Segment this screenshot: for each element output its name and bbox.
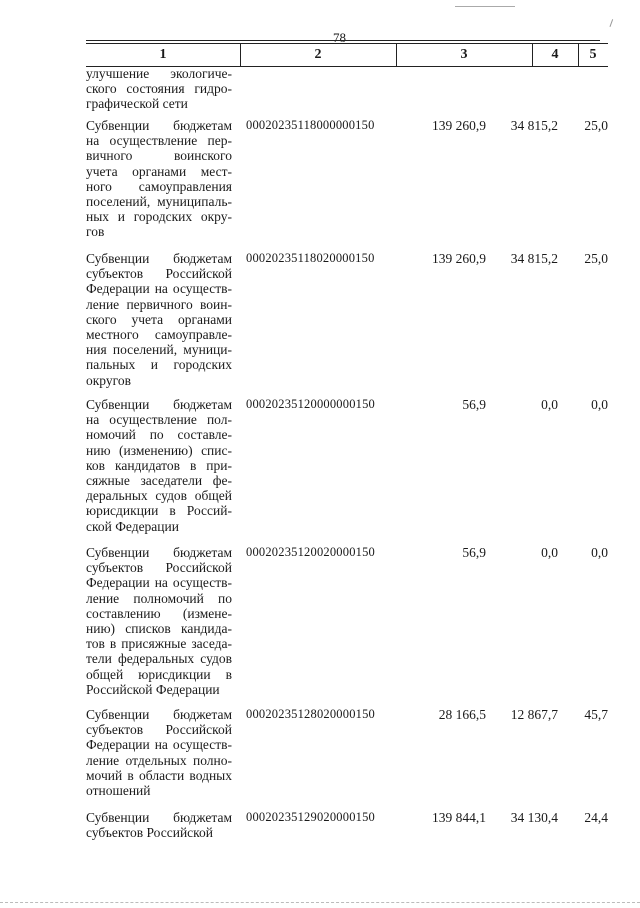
actual-value: 34 130,4 [510,810,558,825]
description-line: юрисдикции в Россий- [86,503,232,519]
percent-value: 24,4 [584,810,608,825]
description-line: графической сети [86,96,188,112]
plan-value: 139 260,9 [432,118,486,133]
budget-code: 00020235120020000150 [246,545,375,559]
description-line: ской Федерации [86,518,179,534]
description-line: пальных и городских [86,357,232,373]
description-line: общей юрисдикции в [86,666,232,682]
description-line: Субвенции бюджетам [86,397,232,412]
description-line: ского учета органами [86,311,232,327]
scan-bottom-edge [0,902,640,903]
description-line: ление первичного воин- [86,296,232,312]
header-col-5: 5 [589,47,597,62]
description-line: нию (изменению) спис- [86,442,232,458]
description-line: ление отдельных полно- [86,752,232,768]
description-line: мочий в области водных [86,767,232,783]
header-col-3: 3 [460,47,468,62]
budget-code: 00020235129020000150 [246,810,375,824]
percent-value: 0,0 [591,545,608,560]
description-line: Федерации на осуществ- [86,281,232,297]
description-line: Субвенции бюджетам [86,118,232,133]
description-line: округов [86,372,131,388]
row-description [86,545,232,697]
description-line: нию) списков кандида- [86,621,232,637]
description-line: сяжные заседатели фе- [86,473,232,489]
description-line: Субвенции бюджетам [86,810,232,825]
description-line: улучшение экологиче- [86,66,232,81]
table-top-rule [86,40,600,41]
description-line: ния поселений, муници- [86,342,232,358]
description-line: составлению (измене- [86,605,232,621]
description-line: ного самоуправления [86,178,232,194]
plan-value: 139 844,1 [432,810,486,825]
description-line: Субвенции бюджетам [86,707,232,722]
row-description [86,810,232,840]
description-line: Федерации на осуществ- [86,575,232,591]
description-line: поселений, муниципаль- [86,194,232,210]
row-description [86,66,232,112]
page-number: 78 [333,30,346,45]
actual-value: 0,0 [541,545,558,560]
description-line: субъектов Российской [86,560,232,576]
description-line: ского состояния гидро- [86,81,232,97]
description-line: на осуществление пол- [86,412,232,428]
description-line: субъектов Российской [86,722,232,738]
actual-value: 34 815,2 [510,251,558,266]
description-line: субъектов Российской [86,825,214,841]
percent-value: 0,0 [591,397,608,412]
row-description [86,397,232,534]
description-line: номочий по составле- [86,427,232,443]
description-line: гов [86,224,105,240]
budget-code: 00020235128020000150 [246,707,375,721]
table-header [86,43,608,67]
description-line: на осуществление пер- [86,133,232,149]
description-line: Российской Федерации [86,681,220,697]
row-description [86,251,232,388]
description-line: ных и городских окру- [86,209,232,225]
budget-code: 00020235120000000150 [246,397,375,411]
description-line: ление полномочий по [86,590,232,606]
description-line: субъектов Российской [86,266,232,282]
header-col-4: 4 [551,47,559,62]
row-description [86,707,232,798]
header-col-1: 1 [159,47,167,62]
description-line: Субвенции бюджетам [86,251,232,266]
description-line: отношений [86,783,151,799]
actual-value: 12 867,7 [510,707,558,722]
budget-code: 00020235118000000150 [246,118,375,132]
actual-value: 0,0 [541,397,558,412]
description-line: тели федеральных судов [86,651,232,667]
description-line: ков кандидатов в при- [86,457,232,473]
description-line: вичного воинского [86,148,232,164]
plan-value: 139 260,9 [432,251,486,266]
description-line: учета органами мест- [86,163,232,179]
description-line: тов в присяжные заседа- [86,636,232,652]
actual-value: 34 815,2 [510,118,558,133]
description-line: деральных судов общей [86,488,232,504]
header-col-2: 2 [314,47,322,62]
percent-value: 45,7 [584,707,608,722]
percent-value: 25,0 [584,118,608,133]
description-line: местного самоуправле- [86,327,232,343]
row-description [86,118,232,240]
plan-value: 28 166,5 [438,707,486,722]
plan-value: 56,9 [462,397,486,412]
scan-artifact-line [455,6,515,7]
percent-value: 25,0 [584,251,608,266]
plan-value: 56,9 [462,545,486,560]
description-line: Субвенции бюджетам [86,545,232,560]
scan-artifact-mark [604,17,613,27]
description-line: Федерации на осуществ- [86,737,232,753]
budget-code: 00020235118020000150 [246,251,375,265]
